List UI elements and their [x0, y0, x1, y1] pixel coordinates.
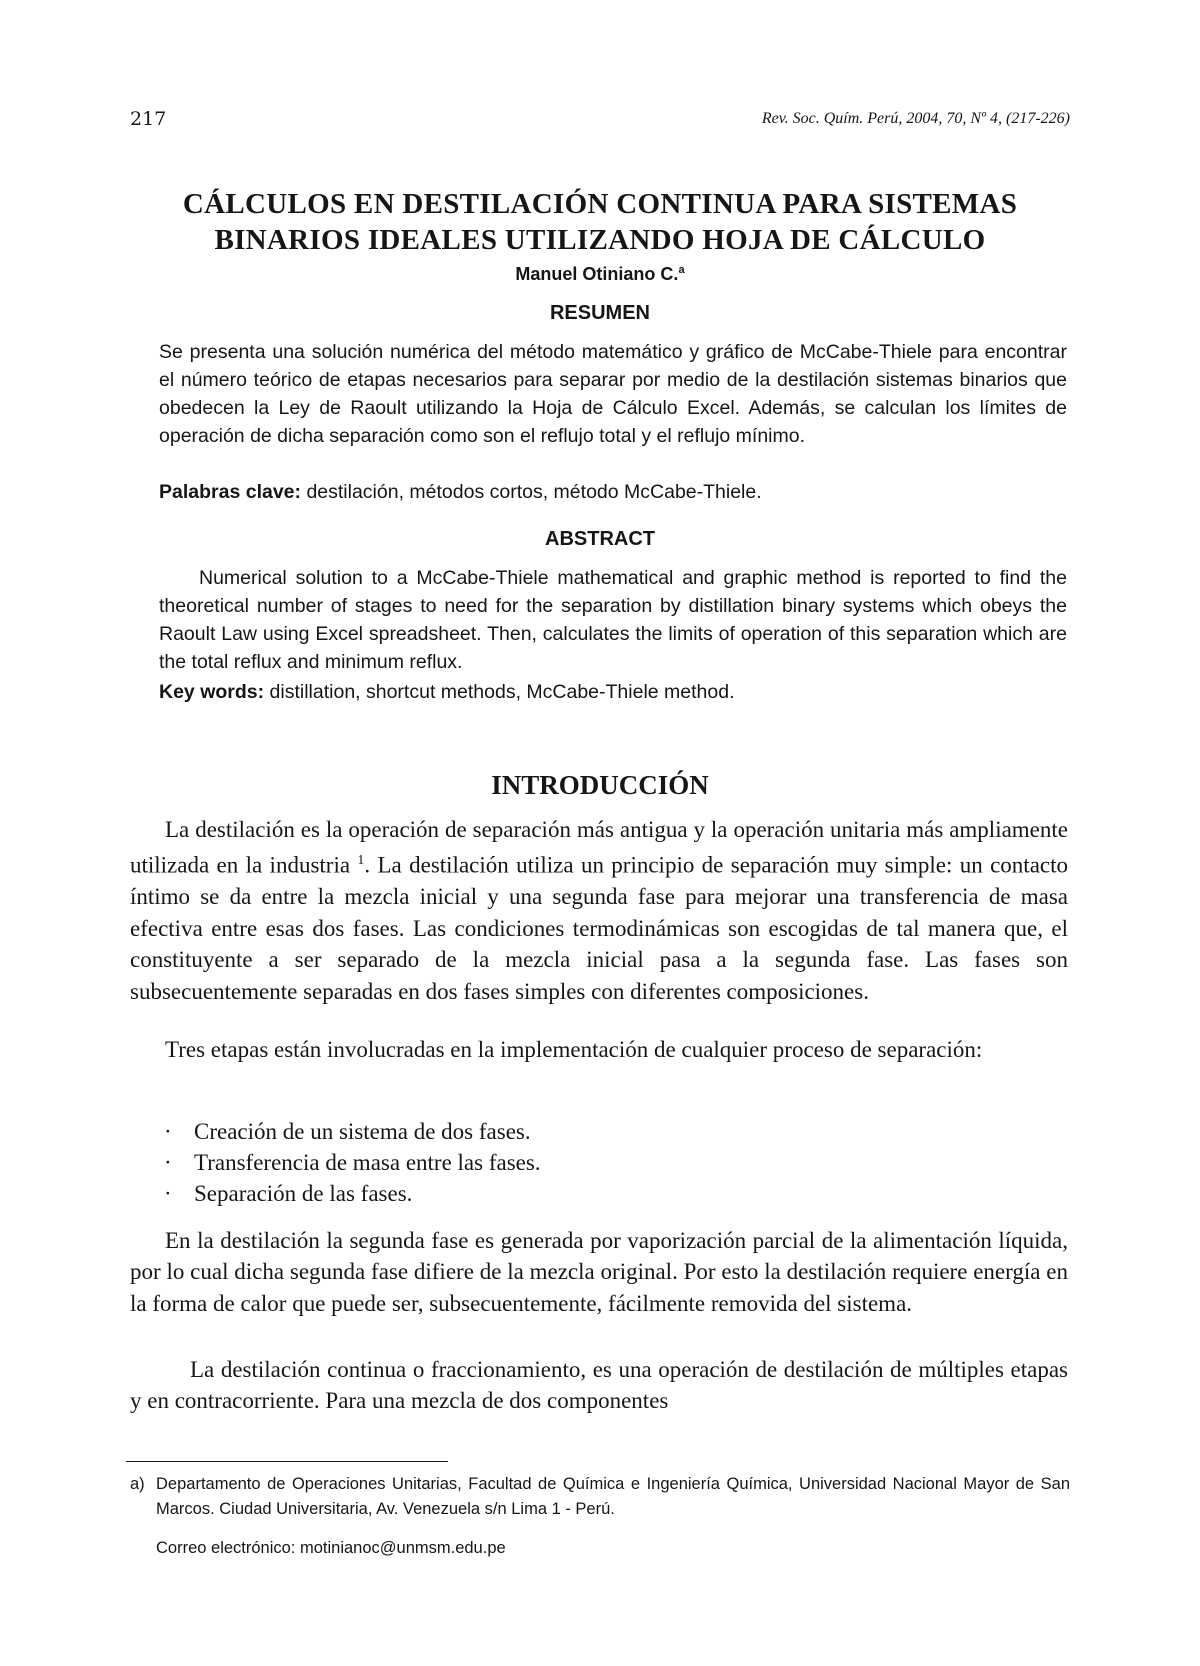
key-words-label: Key words: [159, 681, 265, 703]
abstract-text: Numerical solution to a McCabe-Thiele mathematical and graphic method is reported to find the theoretical number of stages to need for the separation by distillation binary systems which obeys the Raoult Law using Excel spreadsheet. Then, calculates the limits of operation of this separation which are the total reflux and minimum reflux. [159, 567, 1067, 673]
author-line [130, 264, 1070, 285]
intro-p1-text: La destilación es la operación de separación más antigua y la operación unitaria más ampliamente utilizada en la industria [130, 817, 1068, 879]
page-number: 217 [130, 108, 167, 130]
title-line-2: BINARIOS IDEALES UTILIZANDO HOJA DE CÁLCULO [214, 224, 986, 256]
journal-reference: Rev. Soc. Quím. Perú, 2004, 70, Nº 4, (217-226) [761, 110, 1070, 127]
intro-paragraph-2: Tres etapas están involucradas en la implementación de cualquier proceso de separación: [165, 1037, 983, 1062]
running-header [130, 108, 1070, 138]
list-item [160, 1178, 1060, 1209]
keywords-label: Palabras clave: [159, 481, 302, 503]
intro-paragraph-3: En la destilación la segunda fase es generada por vaporización parcial de la alimentación líquida, por lo cual dicha segunda fase difiere de la mezcla original. Por esto la destilación requiere energía en la forma de calor que puede ser, subsecuentemente, fácilmente removida del sistema. [130, 1228, 1068, 1316]
title-line-1: CÁLCULOS EN DESTILACIÓN CONTINUA PARA SISTEMAS [182, 188, 1018, 220]
intro-paragraph-4: La destilación continua o fraccionamiento, es una operación de destilación de múltiples etapas y en contracorriente. Para una mezcla de dos componentes [130, 1357, 1068, 1414]
affiliation-marker: a [678, 264, 685, 276]
keywords-value: destilación, métodos cortos, método McCabe-Thiele. [306, 481, 762, 503]
introduccion-heading: INTRODUCCIÓN [491, 770, 709, 800]
key-words-value: distillation, shortcut methods, McCabe-Thiele method. [269, 681, 735, 703]
footnote-email: Correo electrónico: motinianoc@unmsm.edu.pe [156, 1539, 506, 1557]
resumen-heading: RESUMEN [549, 302, 650, 324]
list-item-text: Transferencia de masa entre las fases. [194, 1150, 541, 1175]
footnote-affiliation-text: Departamento de Operaciones Unitarias, Facultad de Química e Ingeniería Química, Universidad Nacional Mayor de San Marcos. Ciudad Universitaria, Av. Venezuela s/n Lima 1 - Perú. [156, 1475, 1070, 1518]
bullet-icon: · [164, 1119, 172, 1144]
abstract-heading: ABSTRACT [545, 528, 655, 550]
intro-paragraph-1 [130, 814, 1068, 1007]
list-item [160, 1147, 1060, 1178]
footnotes [130, 1472, 1070, 1561]
author-name: Manuel Otiniano C. [515, 264, 679, 284]
list-item [160, 1116, 1060, 1147]
list-item-text: Creación de un sistema de dos fases. [194, 1119, 531, 1144]
footnote-affiliation [130, 1472, 1070, 1522]
footnote-marker: a) [130, 1475, 145, 1493]
paper-title [130, 186, 1070, 258]
footnote-divider [126, 1461, 448, 1462]
intro-p1-text-cont: . La destilación utiliza un principio de separación muy simple: un contacto íntimo se da entre la mezcla inicial y una segunda fase para mejorar una transferencia de masa efectiva entre esas dos fases. Las condiciones termodinámicas son escogidas de tal manera que, el constituyente a ser separado de la mezcla inicial pasa a la segunda fase. Las fases son subsecuentemente separadas en dos fases simples con diferentes composiciones. [130, 853, 1069, 1004]
stages-list [160, 1116, 1060, 1209]
resumen-keywords [159, 478, 1067, 506]
list-item-text: Separación de las fases. [194, 1181, 413, 1206]
reference-marker: 1 [357, 853, 365, 869]
resumen-text: Se presenta una solución numérica del método matemático y gráfico de McCabe-Thiele para encontrar el número teórico de etapas necesarios para separar por medio de la destilación sistemas binarios que obedecen la Ley de Raoult utilizando la Hoja de Cálculo Excel. Además, se calculan los límites de operación de dicha separación como son el reflujo total y el reflujo mínimo. [159, 341, 1067, 447]
bullet-icon: · [164, 1150, 172, 1175]
abstract-keywords [159, 678, 1067, 706]
bullet-icon: · [164, 1181, 172, 1206]
